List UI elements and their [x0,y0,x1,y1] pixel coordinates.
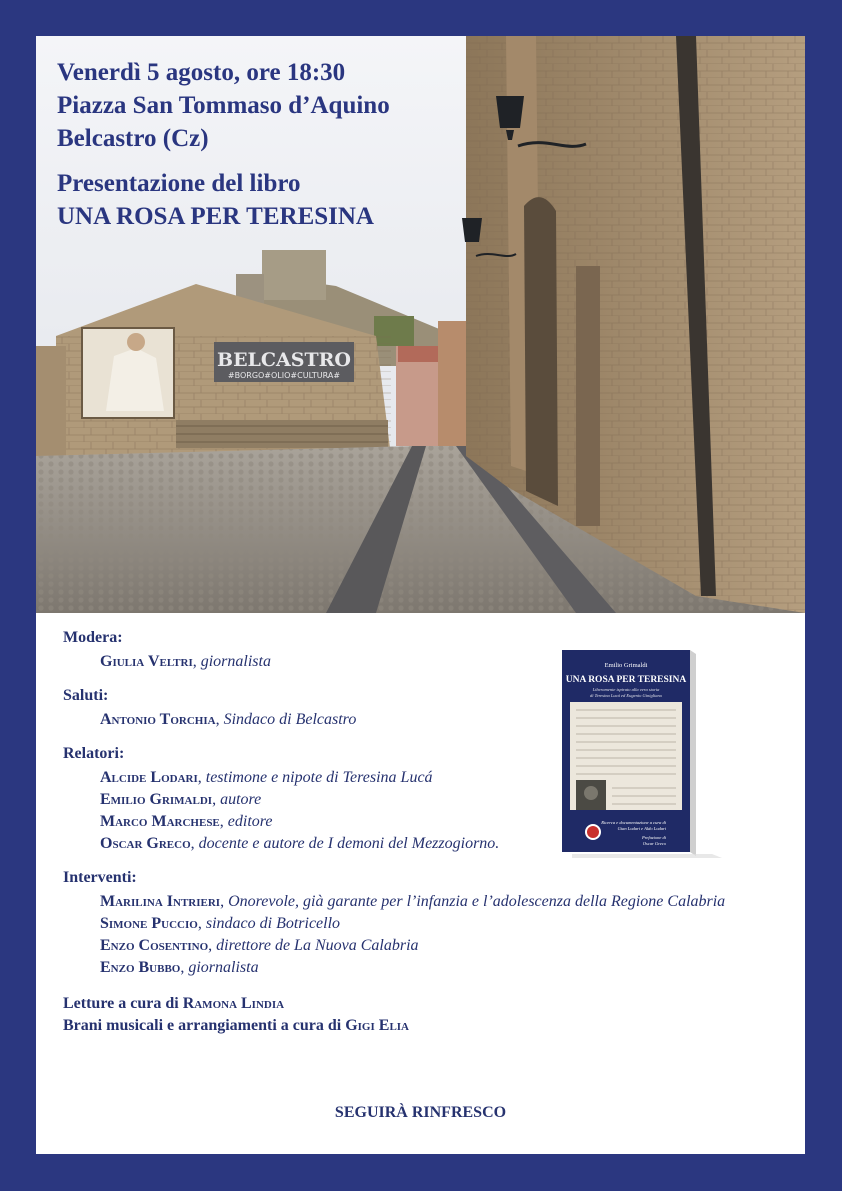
musica-name: Gigi Elia [345,1017,409,1034]
person-role: giornalista [200,653,271,670]
person-role: sindaco di Botricello [205,915,341,932]
person-role: giornalista [188,959,259,976]
person-name: Enzo Bubbo [100,959,181,976]
person-role: Onorevole, già garante per l’infanzia e l’adolescenza della Regione Calabria [228,893,726,910]
sign-text: BELCASTRO [217,349,351,371]
person-role: testimone e nipote di Teresina Lucá [205,769,433,786]
musica-line [63,1015,783,1037]
person-row: Marco Marchese, editore [100,813,273,830]
person-name: Enzo Cosentino [100,937,209,954]
letture-line [63,993,783,1015]
book-title: UNA ROSA PER TERESINA [565,675,687,685]
person-row: Emilio Grimaldi, autore [100,791,262,808]
person-role: autore [220,791,262,808]
person-row: Giulia Veltri, giornalista [100,653,271,670]
book-subtitle1: Liberamente ispirato alla vera storia [592,687,660,692]
letture-name: Ramona Lindia [182,995,285,1012]
person-row: Alcide Lodari, testimone e nipote di Teresina Lucá [100,769,433,786]
person-row: Enzo Cosentino, direttore de La Nuova Calabria [100,937,419,954]
book-preface2: Oscar Greco [642,841,666,846]
book-cover-illustration [562,648,727,858]
event-town: Belcastro (Cz) [57,125,209,152]
section-interventi [63,869,783,979]
person-name: Simone Puccio [100,915,198,932]
book-cover [562,648,727,862]
person-row: Simone Puccio, sindaco di Botricello [100,915,341,932]
book-title-heading: UNA ROSA PER TERESINA [57,203,374,230]
person-role: Sindaco di Belcastro [223,711,357,728]
person-name: Marco Marchese [100,813,220,830]
person-role: editore [227,813,273,830]
event-date-time: Venerdì 5 agosto, ore 18:30 [57,59,346,86]
person-name: Alcide Lodari [100,769,198,786]
book-author: Emilio Grimaldi [604,662,648,669]
section-title: Saluti: [63,687,109,704]
person-role: direttore de La Nuova Calabria [216,937,419,954]
person-name: Giulia Veltri [100,653,193,670]
person-row: Oscar Greco, docente e autore de I demoni del Mezzogiorno. [100,835,500,852]
book-preface1: Prefazione di [642,835,666,840]
event-type: Presentazione del libro [57,170,301,197]
person-name: Marilina Intrieri [100,893,221,910]
publisher-logo-icon [587,826,599,838]
event-place: Piazza San Tommaso d’Aquino [57,92,390,119]
section-title: Modera: [63,629,123,646]
section-title: Interventi: [63,869,137,886]
sign-tagline: #BORGO#OLIO#CULTURA# [227,371,341,380]
poster-sheet [36,36,805,1154]
event-headline [57,56,497,233]
person-row: Antonio Torchia, Sindaco di Belcastro [100,711,357,728]
book-credits2: Gian Lodari e Aldo Lodari [617,826,666,831]
person-role: docente e autore de I demoni del Mezzogiorno. [198,835,500,852]
closing-note: SEGUIRÀ RINFRESCO [334,1104,507,1121]
person-row: Marilina Intrieri, Onorevole, già garante per l’infanzia e l’adolescenza della Regione Calabria [100,893,726,910]
letture-prefix: Letture a cura di [63,995,183,1012]
person-name: Antonio Torchia [100,711,216,728]
bottom-stripe [0,1155,842,1191]
person-name: Oscar Greco [100,835,191,852]
book-subtitle2: di Teresina Lucá ed Eugenio Ginigliano [589,693,663,698]
musica-prefix: Brani musicali e arrangiamenti a cura di [63,1017,346,1034]
person-row: Enzo Bubbo, giornalista [100,959,259,976]
person-name: Emilio Grimaldi [100,791,213,808]
section-title: Relatori: [63,745,125,762]
book-credits1: Ricerca e documentazione a cura di [601,820,666,825]
